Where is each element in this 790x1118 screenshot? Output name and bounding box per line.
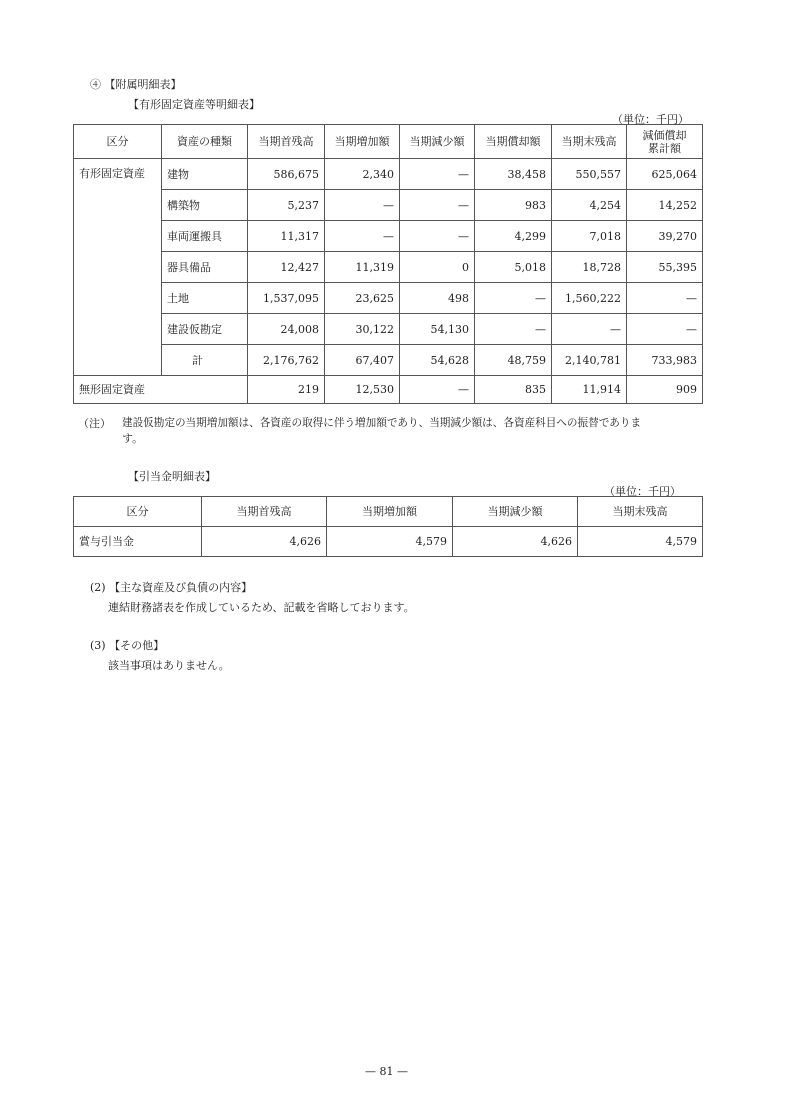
value-cell: 24,008 [248,314,325,345]
asset-type: 建設仮勘定 [162,314,248,345]
allowance-table [73,496,703,557]
value-cell: 7,018 [552,221,627,252]
value-cell: 39,270 [627,221,703,252]
asset-type: 構築物 [162,190,248,221]
value-cell: 14,252 [627,190,703,221]
value-cell: — [552,314,627,345]
value-cell: 0 [400,252,475,283]
value-cell: 55,395 [627,252,703,283]
header-increase: 当期増加額 [325,125,400,159]
page-number: — 81 — [365,1065,408,1078]
table-row [74,159,703,190]
header-accumulated-line1: 減価償却 [642,128,687,142]
value-cell: — [627,314,703,345]
header-decrease: 当期減少額 [400,125,475,159]
value-cell: 4,254 [552,190,627,221]
asset-type: 器具備品 [162,252,248,283]
fixed-assets-header-row [74,125,703,159]
table-row [74,221,703,252]
asset-type: 土地 [162,283,248,314]
value-cell: — [400,190,475,221]
value-cell: 2,340 [325,159,400,190]
fixed-assets-table [73,124,703,404]
value-cell: 625,064 [627,159,703,190]
value-cell: 983 [475,190,552,221]
allowance-label: 賞与引当金 [74,527,202,557]
value-cell: 11,319 [325,252,400,283]
header-accumulated-depreciation [627,125,703,159]
value-cell: 4,579 [578,527,703,557]
header-asset-type: 資産の種類 [162,125,248,159]
value-cell: 1,537,095 [248,283,325,314]
header-accumulated-line2: 累計額 [648,141,681,155]
section-3-heading: (3) 【その他】 [90,639,165,652]
value-cell: 23,625 [325,283,400,314]
value-cell: — [325,190,400,221]
allowance-title: 【引当金明細表】 [128,470,216,483]
value-cell: 586,675 [248,159,325,190]
allowance-unit: （単位：千円） [604,485,681,498]
table-row [74,527,703,557]
section-2-heading: (2) 【主な資産及び負債の内容】 [90,581,253,594]
note-label: （注） [78,417,111,430]
intangible-row [74,376,703,404]
value-cell: 909 [627,376,703,404]
header-depreciation: 当期償却額 [475,125,552,159]
value-cell: 1,560,222 [552,283,627,314]
asset-type: 車両運搬具 [162,221,248,252]
allowance-header-category: 区分 [74,497,202,527]
value-cell: 5,018 [475,252,552,283]
subtotal-row [74,345,703,376]
value-cell: 2,176,762 [248,345,325,376]
section-2-body: 連結財務諸表を作成しているため、記載を省略しております。 [108,601,415,614]
value-cell: 48,759 [475,345,552,376]
value-cell: — [475,283,552,314]
allowance-header-closing: 当期末残高 [578,497,703,527]
fixed-assets-title: 【有形固定資産等明細表】 [128,98,260,111]
fixed-assets-unit: （単位：千円） [612,113,689,126]
intangible-label: 無形固定資産 [74,376,248,404]
value-cell: 4,626 [453,527,578,557]
value-cell: 30,122 [325,314,400,345]
value-cell: 4,579 [327,527,453,557]
table-row [74,252,703,283]
header-closing-balance: 当期末残高 [552,125,627,159]
value-cell: 498 [400,283,475,314]
value-cell: — [400,159,475,190]
value-cell: 12,530 [325,376,400,404]
value-cell: 18,728 [552,252,627,283]
group-label-tangible: 有形固定資産 [74,159,162,376]
value-cell: 11,317 [248,221,325,252]
value-cell: — [400,221,475,252]
value-cell: 38,458 [475,159,552,190]
table-row [74,314,703,345]
value-cell: 67,407 [325,345,400,376]
value-cell: 11,914 [552,376,627,404]
allowance-header-decrease: 当期減少額 [453,497,578,527]
value-cell: 2,140,781 [552,345,627,376]
section-heading: ④ 【附属明細表】 [90,78,182,91]
allowance-header-increase: 当期増加額 [327,497,453,527]
value-cell: 12,427 [248,252,325,283]
allowance-header-opening: 当期首残高 [202,497,327,527]
allowance-header-row [74,497,703,527]
value-cell: 4,299 [475,221,552,252]
value-cell: 219 [248,376,325,404]
subtotal-label: 計 [162,345,248,376]
value-cell: 54,130 [400,314,475,345]
note-line-1: 建設仮勘定の当期増加額は、各資産の取得に伴う増加額であり、当期減少額は、各資産科目への振替でありま [122,417,642,429]
value-cell: 835 [475,376,552,404]
asset-type: 建物 [162,159,248,190]
value-cell: 5,237 [248,190,325,221]
value-cell: — [325,221,400,252]
header-opening-balance: 当期首残高 [248,125,325,159]
value-cell: — [475,314,552,345]
table-row [74,190,703,221]
section-3-body: 該当事項はありません。 [108,659,230,672]
table-row [74,283,703,314]
value-cell: 54,628 [400,345,475,376]
note-line-2: す。 [122,432,144,445]
value-cell: 550,557 [552,159,627,190]
header-category: 区分 [74,125,162,159]
value-cell: — [627,283,703,314]
value-cell: — [400,376,475,404]
value-cell: 733,983 [627,345,703,376]
value-cell: 4,626 [202,527,327,557]
